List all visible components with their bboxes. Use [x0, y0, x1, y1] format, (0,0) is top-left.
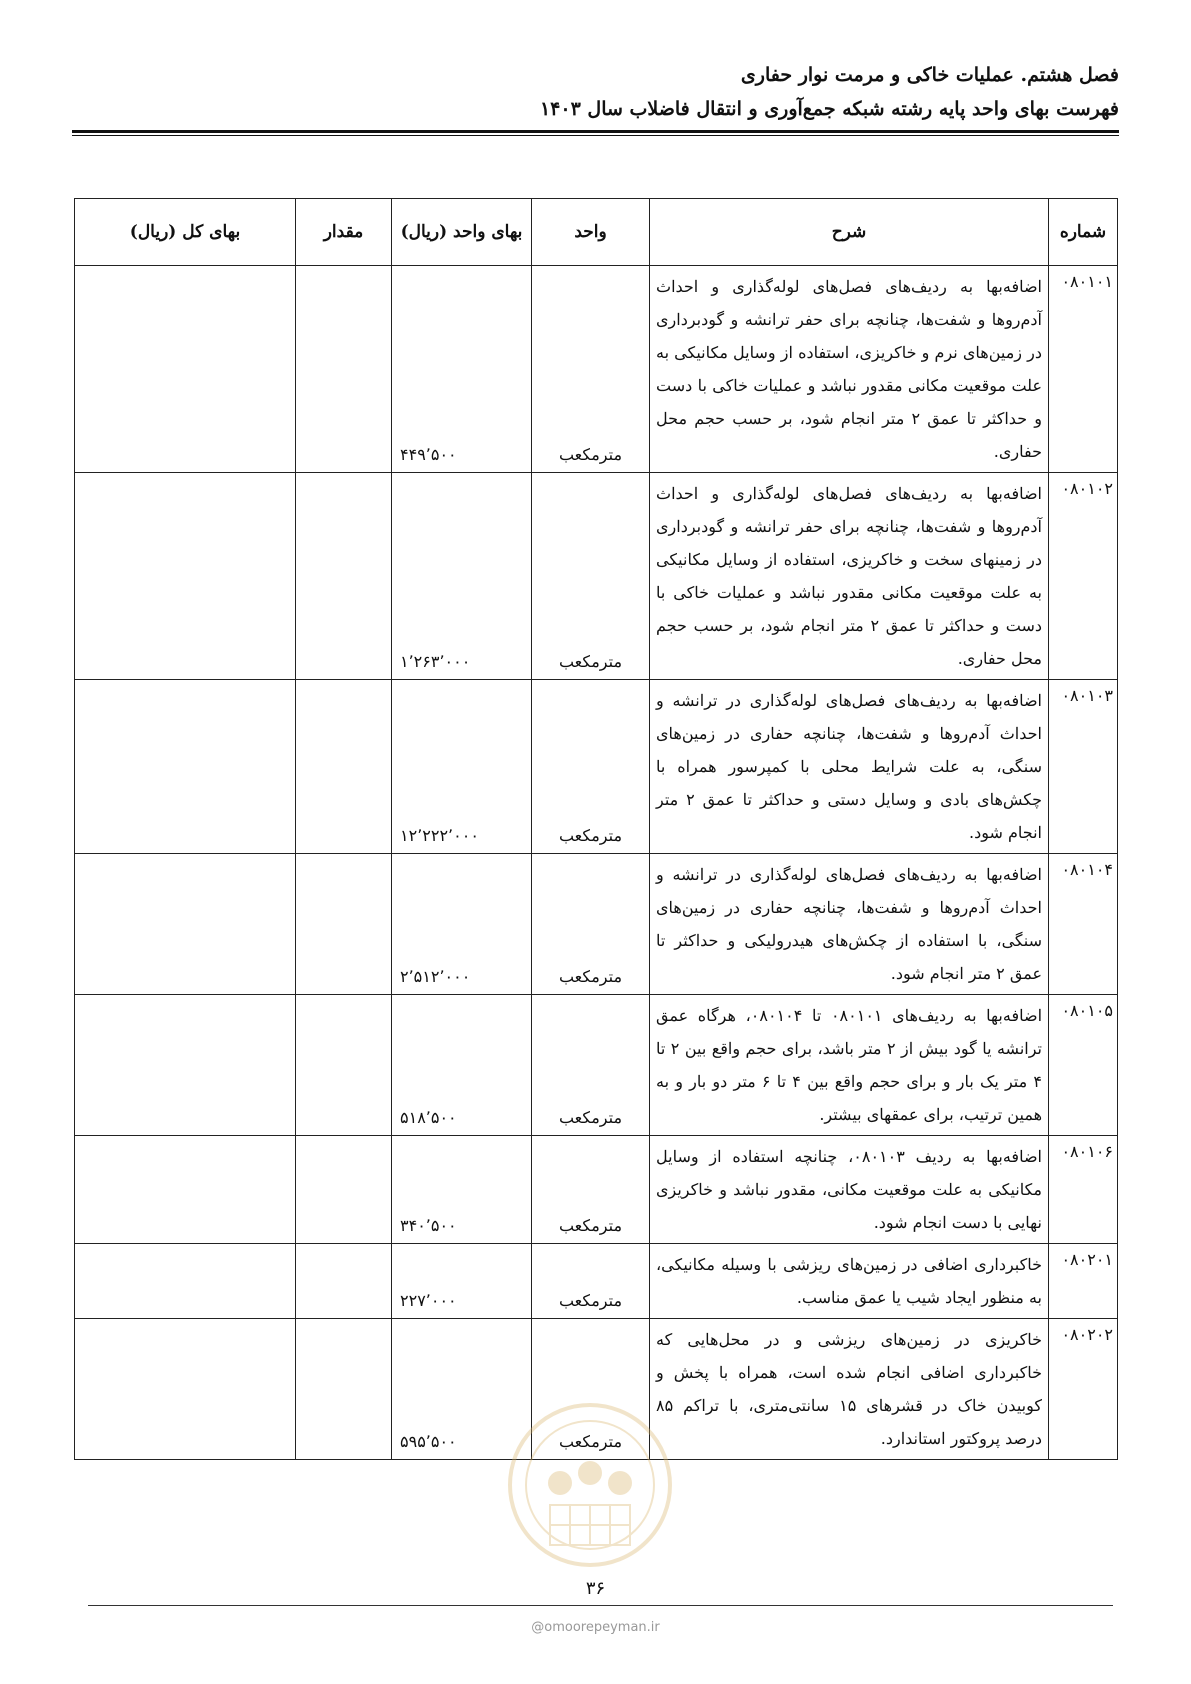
item-total-price	[75, 1244, 296, 1319]
table-row	[75, 1319, 1118, 1460]
item-code: ۰۸۰۱۰۵	[1049, 995, 1118, 1136]
item-code: ۰۸۰۱۰۱	[1049, 266, 1118, 473]
table-header-row	[75, 199, 1118, 266]
item-quantity	[296, 680, 392, 854]
table-row	[75, 473, 1118, 680]
table-row	[75, 266, 1118, 473]
header-rule-thick	[72, 130, 1119, 133]
item-unit-price: ۵۱۸٬۵۰۰	[392, 995, 532, 1136]
item-description: خاکریزی در زمین‌های ریزشی و در محل‌هایی که خاکبرداری اضافی انجام شده است، همراه با پخش و کوبیدن خاک در قشرهای ۱۵ سانتی‌متری، با تراکم ۸۵ درصد پروکتور استاندارد.	[650, 1319, 1049, 1460]
table-row	[75, 1244, 1118, 1319]
item-total-price	[75, 1136, 296, 1244]
item-code: ۰۸۰۱۰۶	[1049, 1136, 1118, 1244]
item-total-price	[75, 266, 296, 473]
price-table	[74, 198, 1118, 1460]
item-description: اضافه‌بها به ردیف‌های ۰۸۰۱۰۱ تا ۰۸۰۱۰۴، هرگاه عمق ترانشه یا گود بیش از ۲ متر باشد، برای حجم واقع بین ۲ تا ۴ متر یک بار و برای حجم واقع بین ۴ تا ۶ متر دو بار و به همین ترتیب، برای عمقهای بیشتر.	[650, 995, 1049, 1136]
item-description: اضافه‌بها به ردیف ۰۸۰۱۰۳، چنانچه استفاده از وسایل مکانیکی به علت موقعیت مکانی، مقدور نباشد و خاکریزی نهایی با دست انجام شود.	[650, 1136, 1049, 1244]
column-header-unit-price: بهای واحد (ریال)	[392, 199, 532, 266]
table-row	[75, 854, 1118, 995]
item-quantity	[296, 266, 392, 473]
column-header-total-price: بهای کل (ریال)	[75, 199, 296, 266]
item-code: ۰۸۰۱۰۳	[1049, 680, 1118, 854]
item-unit: مترمکعب	[532, 473, 650, 680]
item-unit-price: ۵۹۵٬۵۰۰	[392, 1319, 532, 1460]
item-unit: مترمکعب	[532, 854, 650, 995]
item-unit-price: ۱٬۲۶۳٬۰۰۰	[392, 473, 532, 680]
item-quantity	[296, 1319, 392, 1460]
item-code: ۰۸۰۲۰۱	[1049, 1244, 1118, 1319]
item-unit: مترمکعب	[532, 1136, 650, 1244]
item-description: اضافه‌بها به ردیف‌های فصل‌های لوله‌گذاری در ترانشه و احداث آدم‌روها و شفت‌ها، چنانچه حفاری در زمین‌های سنگی، به علت شرایط محلی با کمپرسور همراه با چکش‌های بادی و وسایل دستی و حداکثر تا عمق ۲ متر انجام شود.	[650, 680, 1049, 854]
table-row	[75, 680, 1118, 854]
page-header	[72, 60, 1119, 124]
item-code: ۰۸۰۱۰۴	[1049, 854, 1118, 995]
item-description: اضافه‌بها به ردیف‌های فصل‌های لوله‌گذاری در ترانشه و احداث آدم‌روها و شفت‌ها، چنانچه حفاری در زمین‌های سنگی، با استفاده از چکش‌های هیدرولیکی و حداکثر تا عمق ۲ متر انجام شود.	[650, 854, 1049, 995]
chapter-title: فصل هشتم. عملیات خاکی و مرمت نوار حفاری	[740, 64, 1119, 86]
column-header-quantity: مقدار	[296, 199, 392, 266]
item-unit-price: ۲٬۵۱۲٬۰۰۰	[392, 854, 532, 995]
item-description: اضافه‌بها به ردیف‌های فصل‌های لوله‌گذاری و احداث آدم‌روها و شفت‌ها، چنانچه برای حفر ترانشه و گودبرداری در زمینهای سخت و خاکریزی، استفاده از وسایل مکانیکی به علت موقعیت مکانی مقدور نباشد و عملیات خاکی با دست و حداکثر تا عمق ۲ متر انجام شود، بر حسب حجم محل حفاری.	[650, 473, 1049, 680]
item-quantity	[296, 854, 392, 995]
item-total-price	[75, 680, 296, 854]
item-unit: مترمکعب	[532, 1244, 650, 1319]
table-row	[75, 1136, 1118, 1244]
item-unit: مترمکعب	[532, 995, 650, 1136]
item-unit-price: ۳۴۰٬۵۰۰	[392, 1136, 532, 1244]
item-quantity	[296, 995, 392, 1136]
item-quantity	[296, 1244, 392, 1319]
column-header-description: شرح	[650, 199, 1049, 266]
item-description: اضافه‌بها به ردیف‌های فصل‌های لوله‌گذاری و احداث آدم‌روها و شفت‌ها، چنانچه برای حفر ترانشه و گودبرداری در زمین‌های نرم و خاکریزی، استفاده از وسایل مکانیکی به علت موقعیت مکانی مقدور نباشد و عملیات خاکی با دست و حداکثر تا عمق ۲ متر انجام شود، بر حسب حجم محل حفاری.	[650, 266, 1049, 473]
item-total-price	[75, 995, 296, 1136]
header-rule-thin	[72, 135, 1119, 136]
column-header-code: شماره	[1049, 199, 1118, 266]
table-row	[75, 995, 1118, 1136]
item-total-price	[75, 854, 296, 995]
item-unit: مترمکعب	[532, 266, 650, 473]
item-total-price	[75, 1319, 296, 1460]
item-code: ۰۸۰۱۰۲	[1049, 473, 1118, 680]
item-total-price	[75, 473, 296, 680]
item-quantity	[296, 473, 392, 680]
item-unit-price: ۴۴۹٬۵۰۰	[392, 266, 532, 473]
item-unit-price: ۲۲۷٬۰۰۰	[392, 1244, 532, 1319]
item-code: ۰۸۰۲۰۲	[1049, 1319, 1118, 1460]
item-description: خاکبرداری اضافی در زمین‌های ریزشی با وسیله مکانیکی، به منظور ایجاد شیب یا عمق مناسب.	[650, 1244, 1049, 1319]
column-header-unit: واحد	[532, 199, 650, 266]
price-list-title: فهرست بهای واحد پایه رشته شبکه جمع‌آوری و انتقال فاضلاب سال ۱۴۰۳	[539, 98, 1119, 120]
page-number: ۳۶	[585, 1578, 606, 1599]
item-unit: مترمکعب	[532, 1319, 650, 1460]
website-watermark: @omoorepeyman.ir	[531, 1620, 660, 1635]
footer-rule	[88, 1605, 1113, 1606]
item-unit: مترمکعب	[532, 680, 650, 854]
item-unit-price: ۱۲٬۲۲۲٬۰۰۰	[392, 680, 532, 854]
item-quantity	[296, 1136, 392, 1244]
